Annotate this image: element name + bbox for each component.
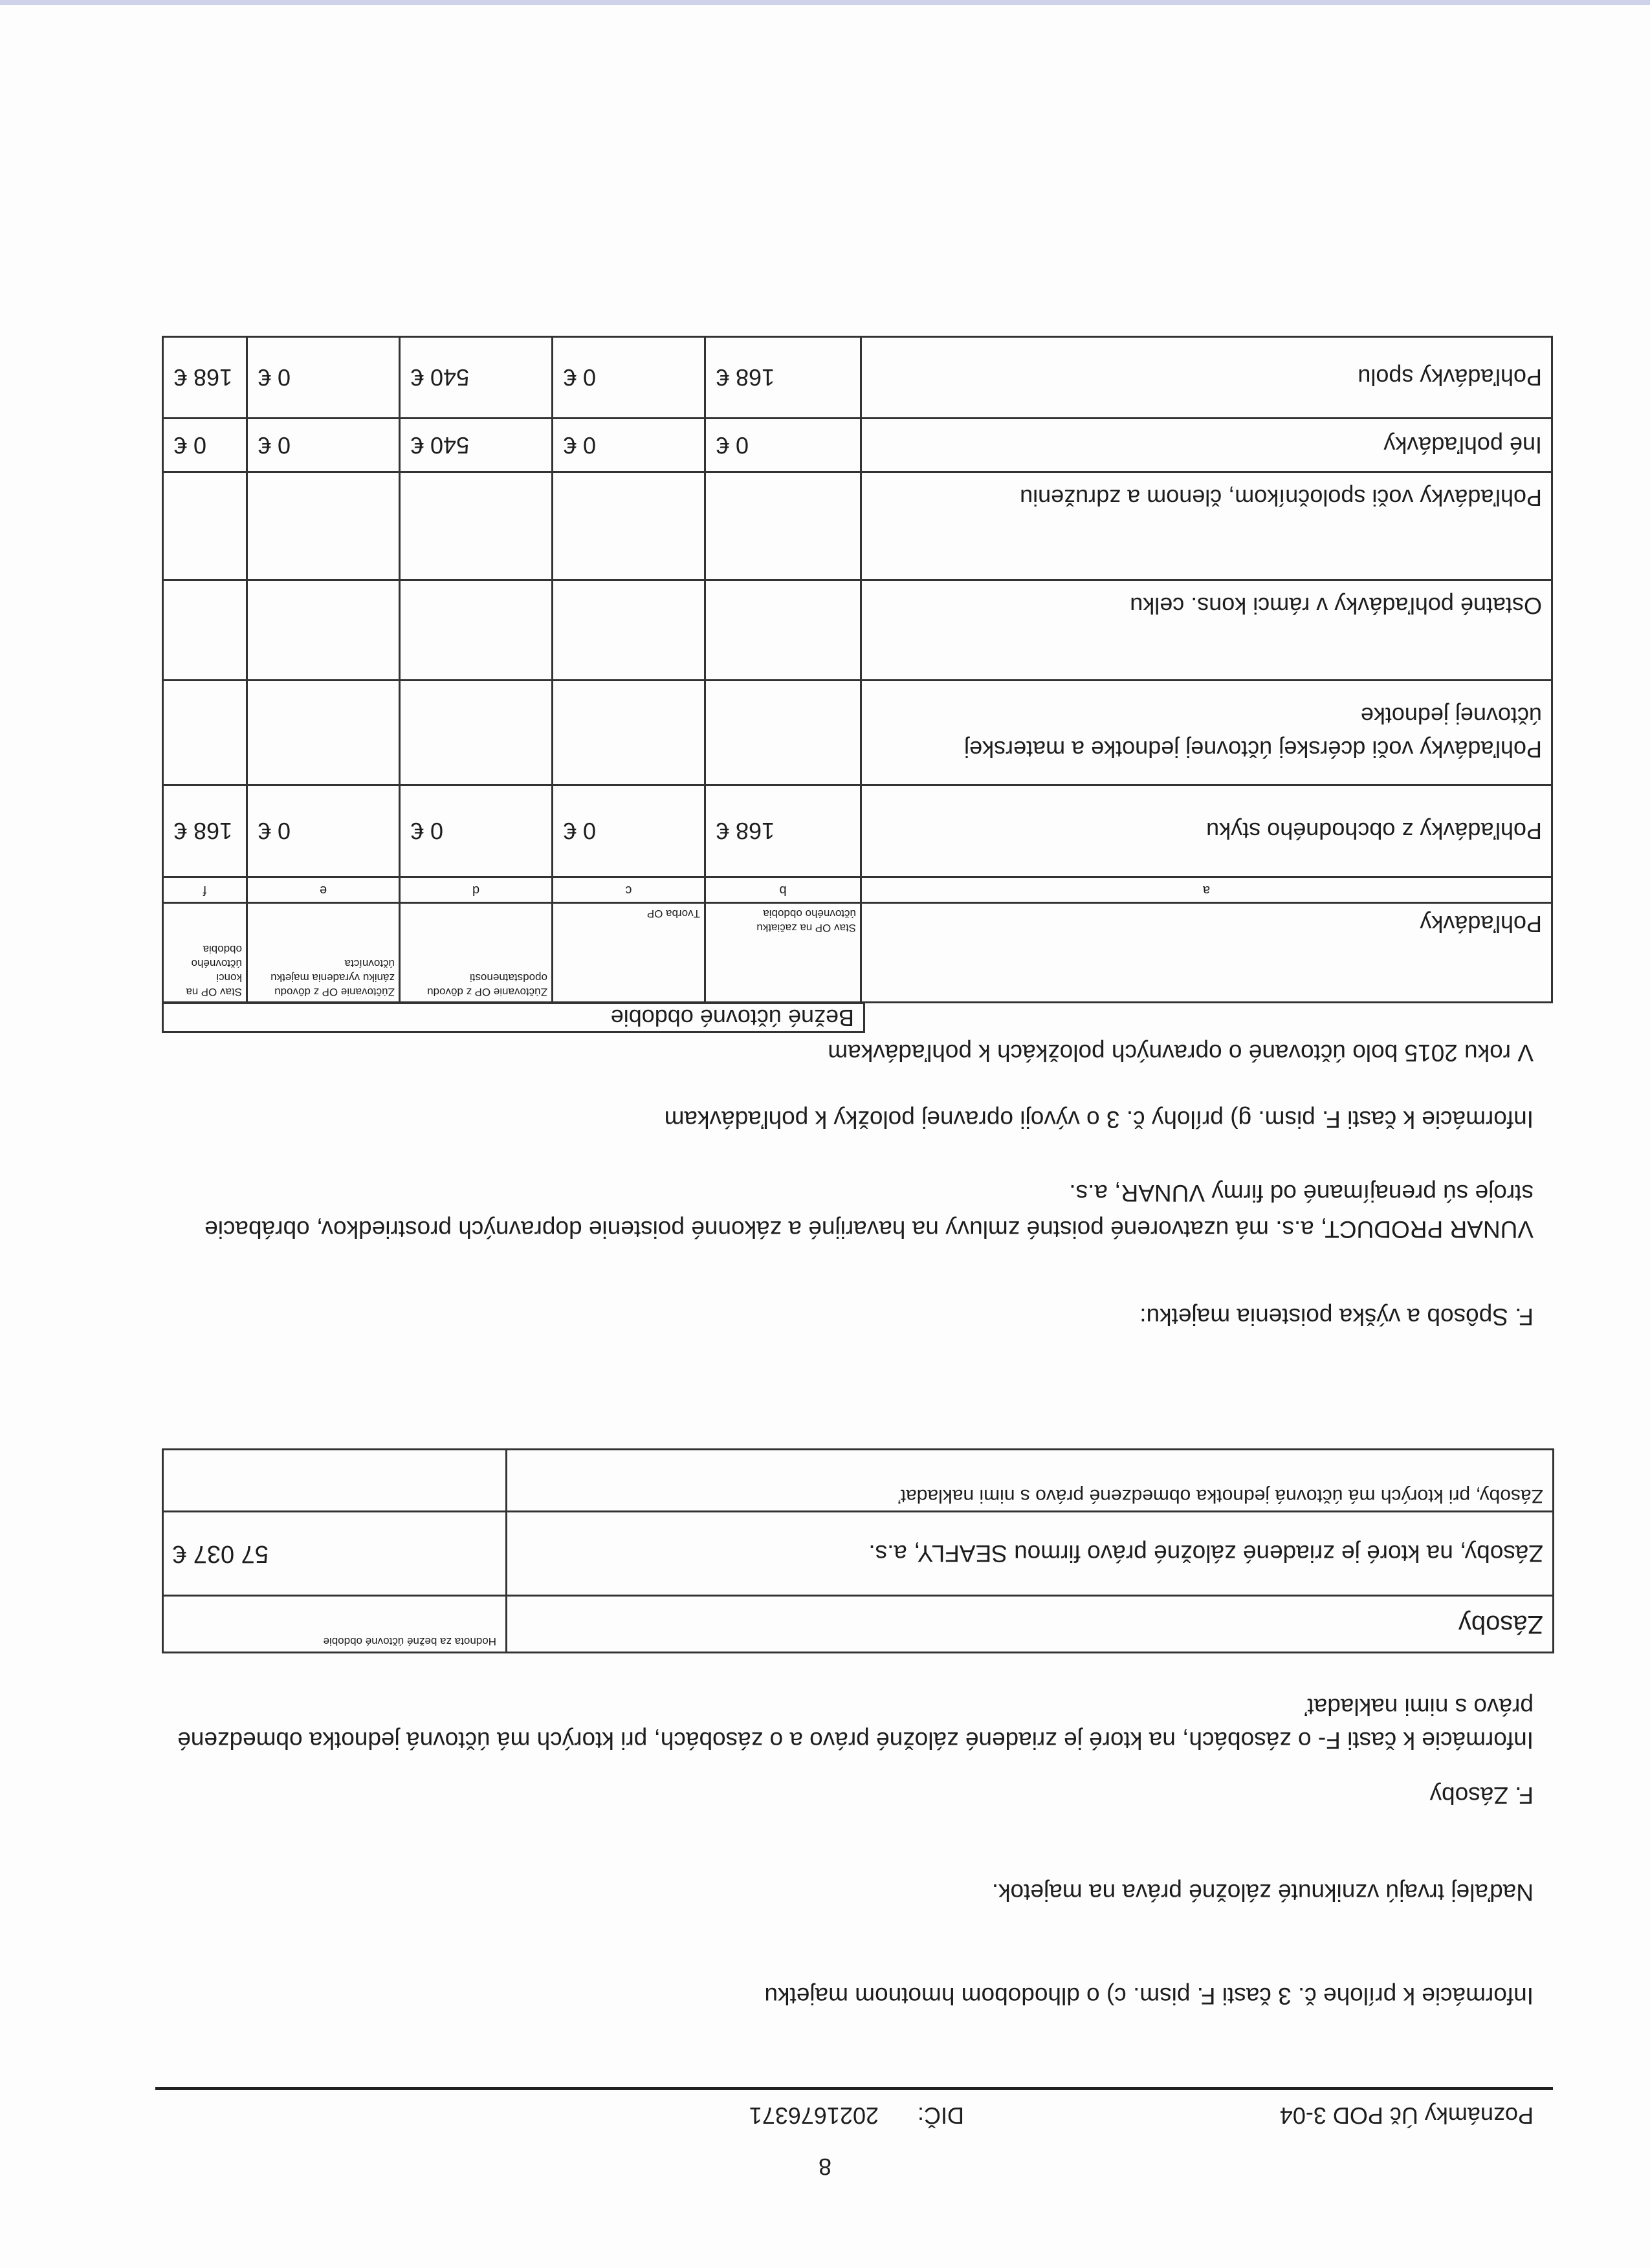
col-stav-koniec: Stav OP na konci účtovného obdobia bbox=[163, 903, 247, 1003]
cell-value bbox=[400, 472, 553, 580]
table-row bbox=[163, 472, 1552, 580]
receivables-table bbox=[162, 336, 1553, 1003]
inventory-col-hodnota: Hodnota za bežné účtovné obdobie bbox=[163, 1596, 507, 1653]
cell-value: 168 € bbox=[705, 337, 861, 419]
cell-value bbox=[400, 580, 553, 681]
dic-value: 2021676371 bbox=[749, 2102, 879, 2129]
inventory-col-zasoby: Zásoby bbox=[507, 1596, 1554, 1653]
inventory-header-row bbox=[163, 1596, 1554, 1653]
table-row bbox=[163, 785, 1552, 877]
dic-label: DIČ: bbox=[918, 2102, 964, 2129]
opravne-polozky-info: Informácie k časti F. pism. g) prílohy č. 3 o vývoji opravnej položky k pohľadávkam bbox=[664, 1106, 1534, 1133]
poistenie-text: VUNAR PRODUCT, a.s. má uzatvorené poistné zmluvy na havarijné a zákonné poistenie dopravných prostriedkov, obrábacie stroje sú prenajímané od firmy VUNAR, a.s. bbox=[204, 1180, 1534, 1243]
inventory-row-value bbox=[163, 1450, 507, 1512]
header-rule bbox=[155, 2087, 1553, 2090]
letters-row bbox=[163, 877, 1552, 903]
table-row bbox=[163, 1450, 1554, 1512]
cell-value bbox=[553, 681, 705, 785]
page-number: 8 bbox=[818, 2154, 832, 2180]
cell-value bbox=[247, 580, 400, 681]
col-stav-zaciatok: Stav OP na začiatku účtovného obdobia bbox=[705, 903, 861, 1003]
cell-value: 0 € bbox=[553, 337, 705, 419]
opravne-polozky-2015: V roku 2015 bolo účtované o opravných položkách k pohľadávkam bbox=[828, 1040, 1534, 1066]
cell-value: 540 € bbox=[400, 419, 553, 472]
cell-value bbox=[400, 681, 553, 785]
poistenie-heading: F. Spôsob a výška poistenia majetku: bbox=[1139, 1303, 1534, 1330]
zalozne-prava-text: Naďalej trvajú vzniknuté záložné práva na majetok. bbox=[991, 1879, 1534, 1906]
table-row bbox=[163, 580, 1552, 681]
col-tvorba: Tvorba OP bbox=[553, 903, 705, 1003]
period-title: Bežné účtovné obdobie bbox=[163, 1003, 864, 1032]
table-row bbox=[163, 419, 1552, 472]
letter-b: b bbox=[705, 877, 861, 903]
cell-value bbox=[553, 472, 705, 580]
zasoby-heading: F. Zásoby bbox=[1429, 1782, 1534, 1809]
doc-code: Poznámky Úč POD 3-04 bbox=[1279, 2102, 1534, 2129]
zasoby-info: Informácie k časti F- o zásobách, na ktoré je zriadené záložné právo a o zásobách, pri ktorých má účtovná jednotka obmedzené právo s nimi nakladať bbox=[177, 1694, 1534, 1754]
row-label: Pohľadávky spolu bbox=[861, 337, 1552, 419]
col-zuctovanie-opodstatnenost: Zúčtovanie OP z dôvodu opodstatnenosti bbox=[400, 903, 553, 1003]
letter-c: c bbox=[553, 877, 705, 903]
receivables-row-header: Pohľadávky bbox=[861, 903, 1552, 1003]
cell-value bbox=[705, 580, 861, 681]
page-header bbox=[162, 2102, 1534, 2129]
cell-value bbox=[553, 580, 705, 681]
cell-value: 0 € bbox=[400, 785, 553, 877]
cell-value: 0 € bbox=[247, 419, 400, 472]
inventory-row-value: 57 037 € bbox=[163, 1512, 507, 1596]
letter-d: d bbox=[400, 877, 553, 903]
letter-a: a bbox=[861, 877, 1552, 903]
cell-value bbox=[705, 472, 861, 580]
cell-value bbox=[247, 472, 400, 580]
cell-value: 0 € bbox=[163, 419, 247, 472]
inventory-row-label: Zásoby, na ktoré je zriadené záložné právo firmou SEAFLY, a.s. bbox=[507, 1512, 1554, 1596]
row-label: Iné pohľadávky bbox=[861, 419, 1552, 472]
cell-value: 0 € bbox=[553, 785, 705, 877]
receivables-header-row bbox=[163, 903, 1552, 1003]
row-label: Pohľadávky voči spoločníkom, členom a združeniu bbox=[861, 472, 1552, 580]
letter-e: e bbox=[247, 877, 400, 903]
cell-value: 540 € bbox=[400, 337, 553, 419]
letter-f: f bbox=[163, 877, 247, 903]
table-row bbox=[163, 681, 1552, 785]
col-zuctovanie-zanik: Zúčtovanie OP z dôvodu zániku vyradenia majetku účtovnícta bbox=[247, 903, 400, 1003]
cell-value: 168 € bbox=[705, 785, 861, 877]
table-row-total bbox=[163, 337, 1552, 419]
inventory-row-label: Zásoby, pri ktorých má účtovná jednotka obmedzené právo s nimi nakladať bbox=[507, 1450, 1554, 1512]
cell-value: 0 € bbox=[247, 337, 400, 419]
cell-value: 0 € bbox=[553, 419, 705, 472]
cell-value: 0 € bbox=[247, 785, 400, 877]
cell-value bbox=[163, 472, 247, 580]
cell-value bbox=[163, 681, 247, 785]
cell-value: 0 € bbox=[705, 419, 861, 472]
row-label: Pohľadávky z obchodného styku bbox=[861, 785, 1552, 877]
info-dlhodoby-majetok: Informácie k prílohe č. 3 časti F. pism. c) o dlhodobom hmotnom majetku bbox=[764, 1983, 1534, 2009]
cell-value bbox=[247, 681, 400, 785]
dic bbox=[749, 2102, 964, 2129]
cell-value: 168 € bbox=[163, 337, 247, 419]
cell-value bbox=[705, 681, 861, 785]
cell-value: 168 € bbox=[163, 785, 247, 877]
period-title-table bbox=[162, 1002, 865, 1033]
table-row bbox=[163, 1512, 1554, 1596]
cell-value bbox=[163, 580, 247, 681]
row-label: Pohľadávky voči dcérskej účtovnej jednotke a materskej účtovnej jednotke bbox=[861, 681, 1552, 785]
inventory-table bbox=[162, 1448, 1554, 1653]
row-label: Ostatné pohľadávky v rámci kons. celku bbox=[861, 580, 1552, 681]
